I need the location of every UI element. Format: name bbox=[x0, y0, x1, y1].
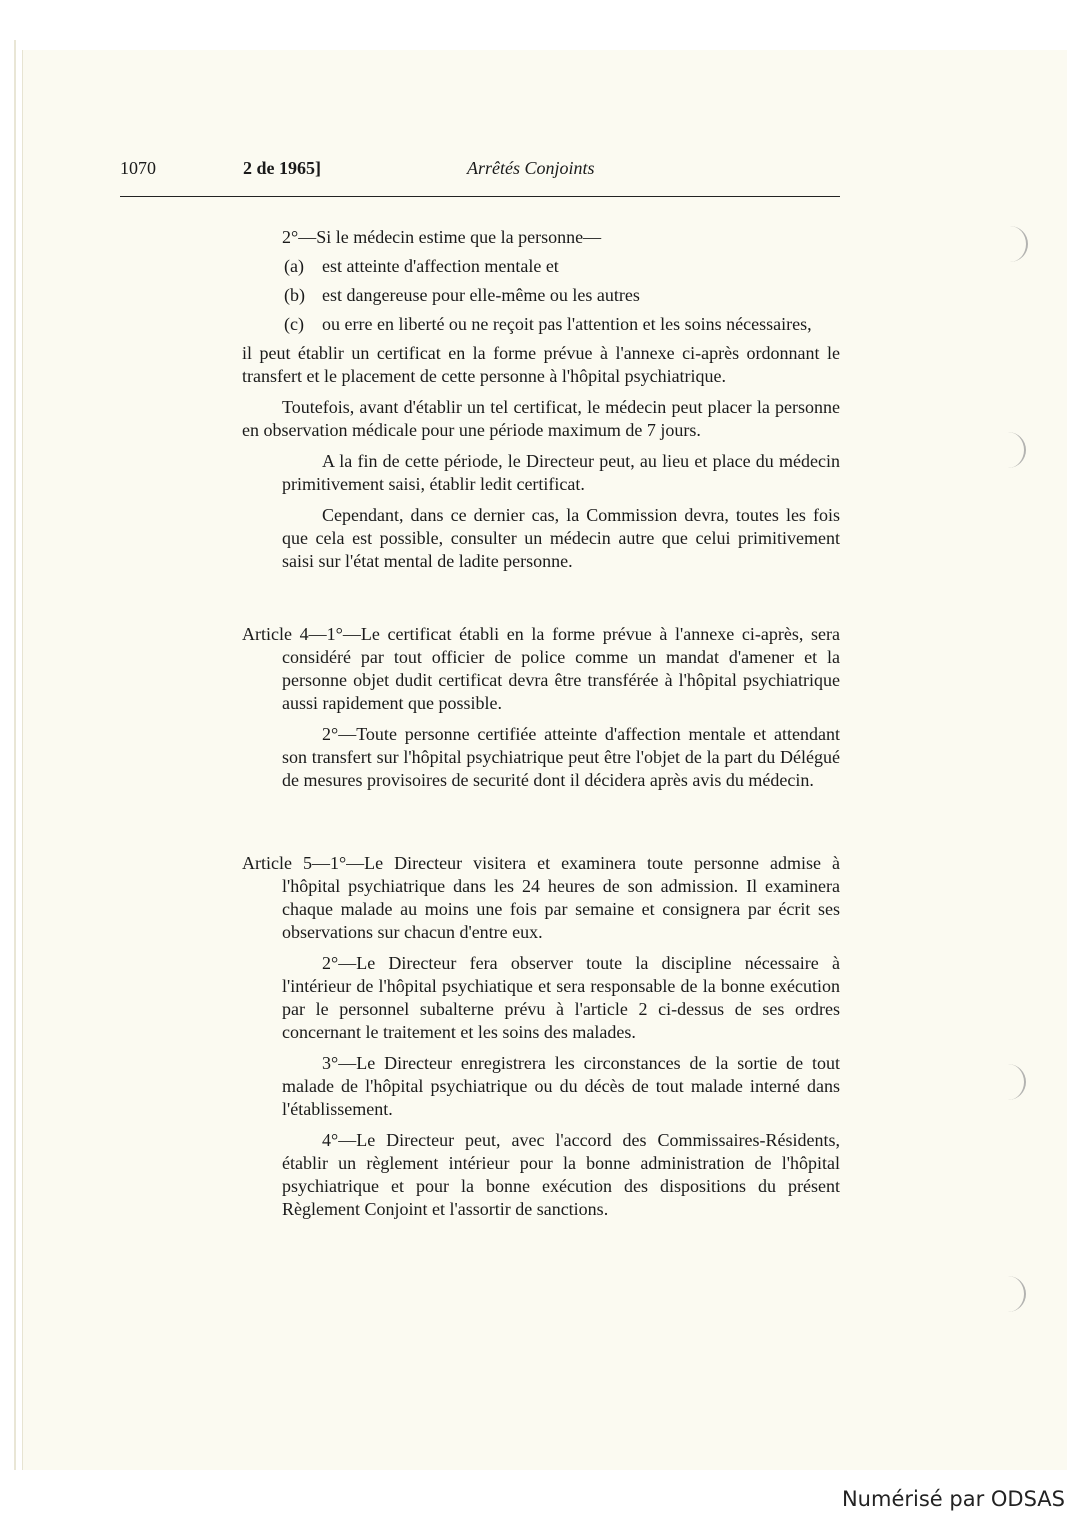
page-header bbox=[120, 158, 840, 182]
list-item bbox=[242, 255, 840, 278]
list-item-label: (a) bbox=[284, 256, 304, 276]
clause-intro: 2°—Si le médecin estime que la personne— bbox=[282, 227, 602, 247]
paragraph-directeur: A la fin de cette période, le Directeur peut, au lieu et place du médecin primitivement saisi, établir ledit certificat. bbox=[282, 451, 840, 494]
article-4-clause-2: 2°—Toute personne certifiée atteinte d'affection mentale et attendant son transfert sur l'hôpital psychiatrique peut être l'objet de la part du Délégué de mesures provisoires de securité dont il décidera après avis du médecin. bbox=[282, 724, 840, 790]
list-item-text: ou erre en liberté ou ne reçoit pas l'attention et les soins nécessaires, bbox=[322, 314, 812, 334]
article-4-clause-1: Article 4—1°—Le certificat établi en la forme prévue à l'annexe ci-après, sera considéré par tout officier de police comme un mandat d'amener et la personne objet dudit certificat devra être transférée à l'hôpital psychiatrique aussi rapidement que possible. bbox=[242, 624, 840, 713]
page-number: 1070 bbox=[120, 158, 156, 178]
section-reference: 2 de 1965] bbox=[243, 158, 321, 178]
page-edge bbox=[14, 40, 16, 1470]
paragraph-commission: Cependant, dans ce dernier cas, la Commission devra, toutes les fois que cela est possible, consulter un médecin autre que celui primitivement saisi sur l'état mental de ladite personne. bbox=[282, 505, 840, 571]
paragraph-certificate: il peut établir un certificat en la forme prévue à l'annexe ci-après ordonnant le transfert et le placement de cette personne à l'hôpital psychiatrique. bbox=[242, 343, 840, 386]
list-item-text: est dangereuse pour elle-même ou les autres bbox=[322, 285, 640, 305]
article-5-clause-1: Article 5—1°—Le Directeur visitera et examinera toute personne admise à l'hôpital psychiatrique dans les 24 heures de son admission. Il examinera chaque malade au moins une fois par semaine et consignera par écrit ses observations sur chacun d'entre eux. bbox=[242, 853, 840, 942]
list-item-label: (c) bbox=[284, 314, 304, 334]
article-5-clause-3: 3°—Le Directeur enregistrera les circonstances de la sortie de tout malade de l'hôpital psychiatrique ou du décès de tout malade interné dans l'établissement. bbox=[282, 1053, 840, 1119]
list-item bbox=[242, 313, 840, 336]
list-item-label: (b) bbox=[284, 285, 305, 305]
article-5-clause-2: 2°—Le Directeur fera observer toute la discipline nécessaire à l'intérieur de l'hôpital psychiatique et sera responsable de la bonne exécution par le personnel subalterne prévu à l'article 2 ci-dessus de ses ordres concernant le traitement et les soins des malades. bbox=[282, 953, 840, 1042]
document-body bbox=[242, 226, 840, 1221]
list-item bbox=[242, 284, 840, 307]
list-item-text: est atteinte d'affection mentale et bbox=[322, 256, 559, 276]
header-rule bbox=[120, 196, 840, 197]
digitisation-credit: Numérisé par ODSAS bbox=[841, 1487, 1065, 1511]
running-title: Arrêtés Conjoints bbox=[467, 158, 595, 178]
article-5-clause-4: 4°—Le Directeur peut, avec l'accord des Commissaires-Résidents, établir un règlement intérieur pour la bonne administration de l'hôpital psychiatrique et pour la bonne exécution des dispositions du présent Règlement Conjoint et l'assortir de sanctions. bbox=[282, 1130, 840, 1219]
paragraph-observation: Toutefois, avant d'établir un tel certificat, le médecin peut placer la personne en observation médicale pour une période maximum de 7 jours. bbox=[242, 397, 840, 440]
